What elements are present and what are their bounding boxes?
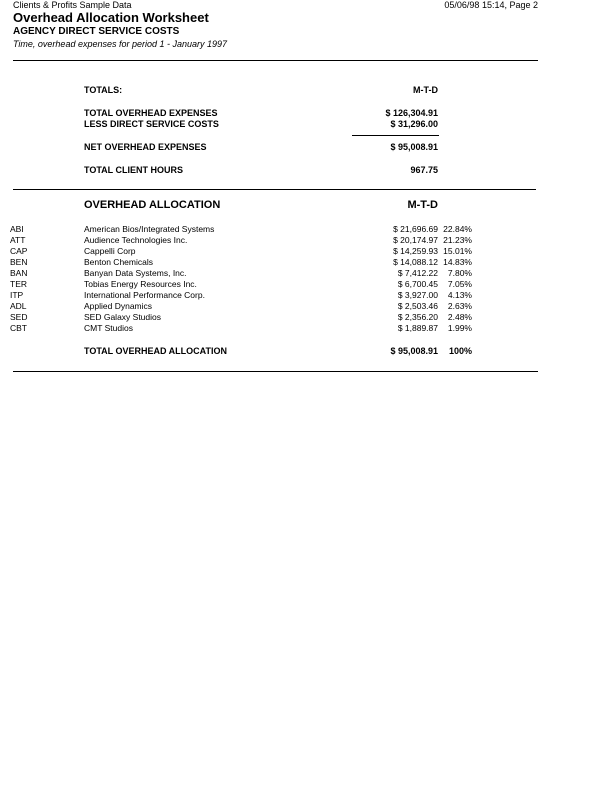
row-code: BEN [10, 257, 28, 267]
net-overhead-label: NET OVERHEAD EXPENSES [84, 142, 207, 152]
total-overhead-label: TOTAL OVERHEAD EXPENSES [84, 108, 218, 118]
row-client-name: Benton Chemicals [84, 257, 153, 267]
row-client-name: American Bios/Integrated Systems [84, 224, 215, 234]
row-percent: 2.63% [447, 301, 472, 311]
row-code: CAP [10, 246, 28, 256]
allocation-column-header: M-T-D [407, 199, 438, 211]
row-code: TER [10, 279, 27, 289]
less-direct-label: LESS DIRECT SERVICE COSTS [84, 119, 219, 129]
page-subtitle: AGENCY DIRECT SERVICE COSTS [13, 26, 180, 37]
row-code: ABI [10, 224, 24, 234]
row-percent: 14.83% [443, 257, 472, 267]
totals-column-header: M-T-D [413, 85, 438, 95]
client-hours-label: TOTAL CLIENT HOURS [84, 165, 183, 175]
app-name: Clients & Profits Sample Data [13, 0, 132, 10]
subtotal-rule [352, 135, 439, 136]
less-direct-value: $ 31,296.00 [390, 119, 438, 129]
row-code: ITP [10, 290, 24, 300]
row-percent: 7.05% [447, 279, 472, 289]
row-amount: $ 21,696.69 [393, 224, 438, 234]
row-client-name: Banyan Data Systems, Inc. [84, 268, 187, 278]
row-amount: $ 2,356.20 [397, 312, 438, 322]
row-client-name: Applied Dynamics [84, 301, 153, 311]
row-amount: $ 6,700.45 [397, 279, 438, 289]
row-client-name: Cappelli Corp [84, 246, 136, 256]
row-percent: 22.84% [443, 224, 472, 234]
row-amount: $ 3,927.00 [397, 290, 438, 300]
page-title: Overhead Allocation Worksheet [13, 10, 209, 25]
totals-label: TOTALS: [84, 85, 123, 95]
total-overhead-value: $ 126,304.91 [385, 108, 438, 118]
row-code: ADL [10, 301, 27, 311]
client-hours-value: 967.75 [410, 165, 438, 175]
row-client-name: Audience Technologies Inc. [84, 235, 188, 245]
total-allocation-label: TOTAL OVERHEAD ALLOCATION [84, 346, 227, 356]
row-client-name: SED Galaxy Studios [84, 312, 162, 322]
row-client-name: Tobias Energy Resources Inc. [84, 279, 197, 289]
row-amount: $ 14,259.93 [393, 246, 438, 256]
net-overhead-value: $ 95,008.91 [390, 142, 438, 152]
row-amount: $ 14,088.12 [393, 257, 438, 267]
row-amount: $ 7,412.22 [397, 268, 438, 278]
row-code: SED [10, 312, 28, 322]
row-client-name: International Performance Corp. [84, 290, 205, 300]
row-amount: $ 20,174.97 [393, 235, 438, 245]
total-allocation-value: $ 95,008.91 [390, 346, 438, 356]
total-allocation-pct: 100% [448, 346, 472, 356]
divider-bottom [13, 371, 538, 372]
row-percent: 21.23% [443, 235, 472, 245]
row-code: CBT [10, 323, 27, 333]
allocation-heading: OVERHEAD ALLOCATION [84, 199, 221, 211]
period-line: Time, overhead expenses for period 1 - January 1997 [13, 39, 228, 49]
row-client-name: CMT Studios [84, 323, 133, 333]
row-percent: 7.80% [447, 268, 472, 278]
row-amount: $ 1,889.87 [397, 323, 438, 333]
row-percent: 1.99% [447, 323, 472, 333]
row-percent: 2.48% [447, 312, 472, 322]
row-percent: 4.13% [447, 290, 472, 300]
row-percent: 15.01% [443, 246, 472, 256]
row-code: BAN [10, 268, 28, 278]
divider-middle [13, 189, 536, 190]
date-page: 05/06/98 15:14, Page 2 [444, 0, 538, 10]
row-code: ATT [10, 235, 26, 245]
divider-top [13, 60, 538, 61]
row-amount: $ 2,503.46 [397, 301, 438, 311]
